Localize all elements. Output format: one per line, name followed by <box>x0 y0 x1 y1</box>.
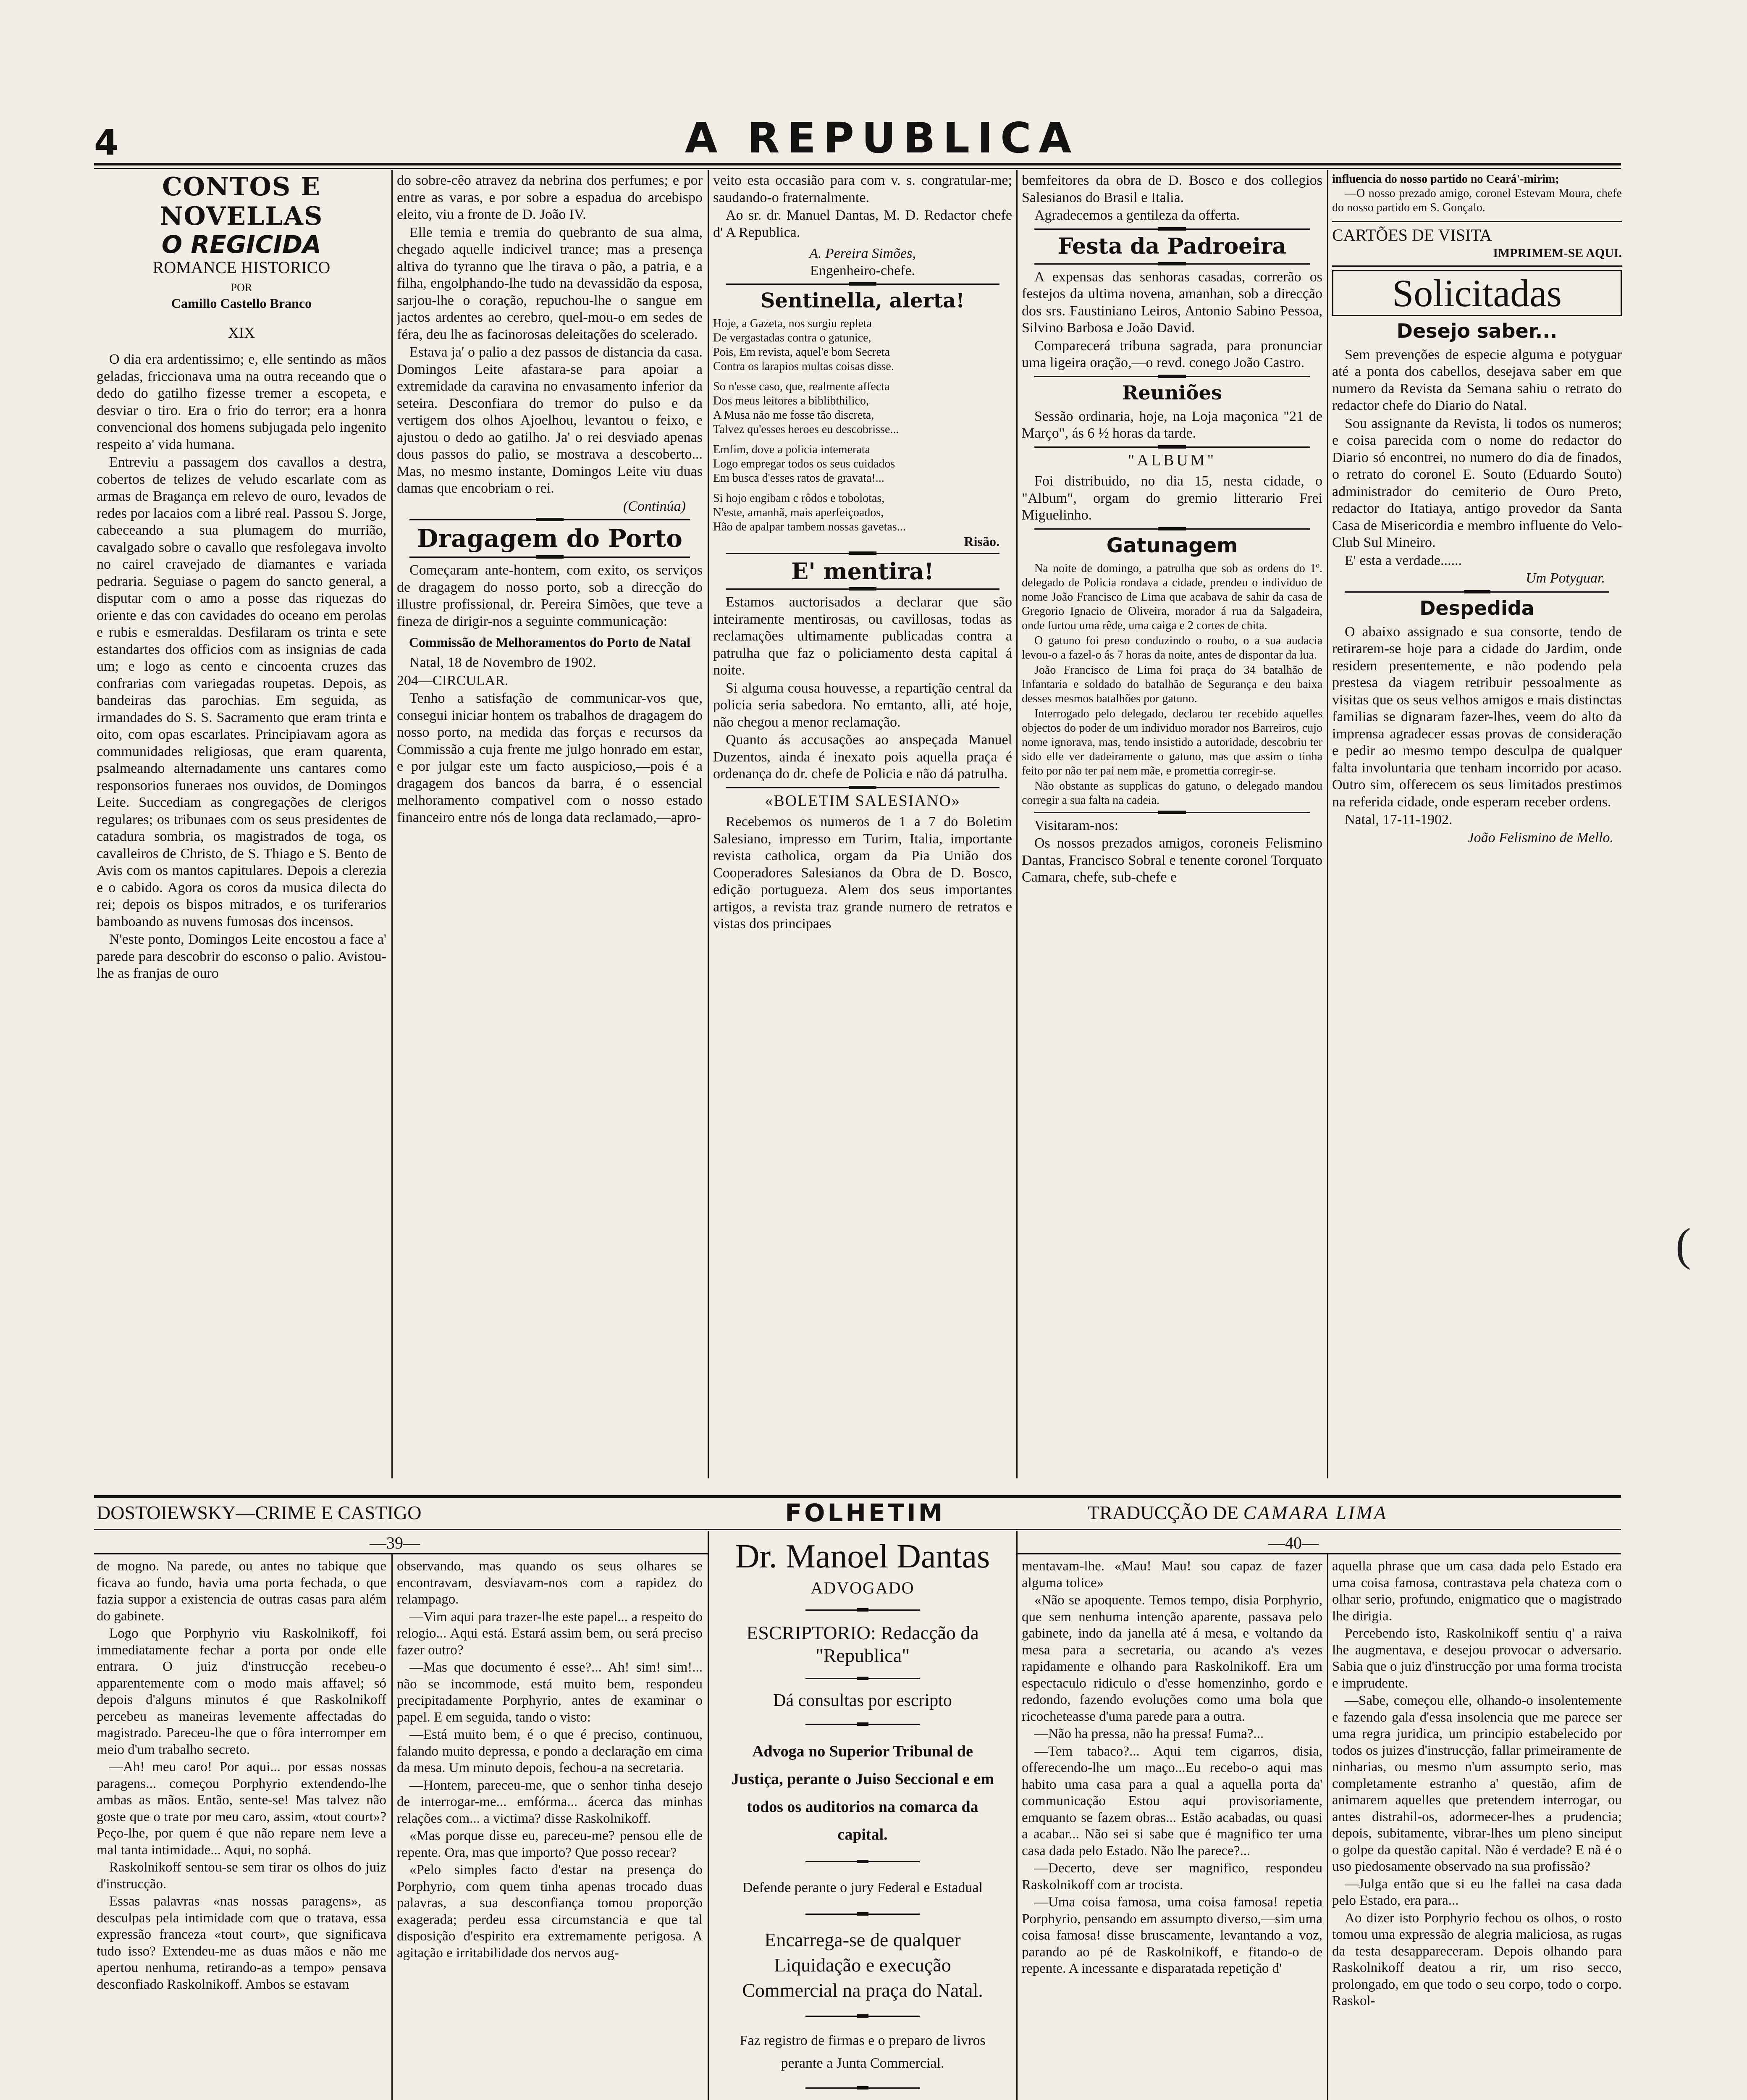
paragraph: O gatuno foi preso conduzindo o roubo, o a sua audacia levou-o a fazel-o ás 7 horas da noite, antes de dispontar da lua. <box>1022 634 1322 662</box>
chapter-number: XIX <box>228 324 255 341</box>
section-heading: E' mentira! <box>791 558 934 585</box>
col-divider <box>391 1554 393 2100</box>
column-1 <box>97 172 386 1478</box>
divider <box>805 2087 920 2089</box>
paragraph: A expensas das senhoras casadas, correrão os festejos da ultima novena, amanhan, sob a direcção dos srs. Faustiniano Leiros, Antonio Sabino Pessoa, Silvino Barbosa e João David. <box>1022 269 1322 336</box>
folhetim-rule-top <box>94 1495 1621 1498</box>
signature: João Felismino de Mello. <box>1467 830 1613 845</box>
divider <box>1034 228 1310 230</box>
advert-registro: Faz registro de firmas e o preparo de livros perante a Junta Commercial. <box>740 2033 986 2071</box>
advert-role: ADVOGADO <box>811 1578 915 1597</box>
advert-office: ESCRIPTORIO: Redacção da "Republica" <box>746 1622 979 1666</box>
advert-advoga: Advoga no Superior Tribunal de Justiça, perante o Juiso Seccional e em todos os auditorios na comarca da capital. <box>731 1743 994 1843</box>
divider <box>805 1861 920 1862</box>
masthead-title: A REPUBLICA <box>685 113 1079 163</box>
paragraph: influencia do nosso partido no Ceará'-mirim; <box>1332 173 1559 186</box>
masthead-rule <box>94 163 1621 165</box>
paragraph: «Mas porque disse eu, pareceu-me? pensou elle de repente. Ora, mas que importo? Que posso recear? <box>397 1828 703 1860</box>
paragraph: «Não se apoquente. Temos tempo, disia Porphyrio, que sem nenhuma intenção aparente, passava pelo gabinete, indo da janella até á mesa, e voltando da mesa para a secretaria, ou acando a's vezes rapidamente e olhando para Raskolnikoff. Era um espectaculo ridiculo o d'esse homenzinho, gordo e redondo, fazendo evoluções como uma bola que ricocheteasse d'uma parede para a outra. <box>1022 1593 1322 1724</box>
folhetim-column-1 <box>97 1558 386 2100</box>
paragraph: —Hontem, pareceu-me, que o senhor tinha desejo de interrogar-me... emfórma... ácerca das minhas relações com... a victima? disse Raskolnikoff. <box>397 1777 703 1826</box>
verse-signature: Risão. <box>964 534 999 549</box>
folhetim-column-4 <box>1022 1558 1322 2100</box>
folhetim-page-number: —40— <box>1268 1533 1319 1552</box>
advert-liquidacao: Encarrega-se de qualquer Liquidação e execução Commercial na praça do Natal. <box>742 1929 983 2001</box>
divider <box>1034 263 1310 265</box>
folhetim-left <box>97 1500 422 1525</box>
paragraph: Sou assignante da Revista, li todos os numeros; e coisa parecida com o nome do redactor do Diario só encontrei, no numero do dia de finados, o retrato do coronel E. Souto (Eduardo Souto) administrador do cemiterio de Ouro Preto, redactor do Itatiaya, antigo provedor da Santa Casa de Misericordia e membro influente do Velo-Club Sul Mineiro. <box>1332 415 1622 550</box>
divider <box>94 1553 708 1554</box>
divider <box>409 519 690 520</box>
divider <box>805 1609 920 1611</box>
paragraph: —Uma coisa famosa, uma coisa famosa! repetia Porphyrio, pensando em assumpto diverso,—sim uma coisa famosa! disse bruscamente, levantando a voz, parando ao pé de Raskolnikoff, e fitando-o de repente. A incessante e disparatada repetição d' <box>1022 1895 1322 1976</box>
verse-line: Logo empregar todos os seus cuidados <box>713 457 895 470</box>
verse-line: Emfim, dove a policia intemerata <box>713 443 870 456</box>
signature-name: A. Pereira Simões, <box>809 246 916 261</box>
paragraph: —Tem tabaco?... Aqui tem cigarros, disia, offerecendo-lhe um maço...Eu recebo-o aqui mas habito uma casa para a qual a aquella porta da' communicação Estou aqui provisoriamente, emquanto se fazem obras... Estão acabadas, ou quasi a acabar... Não sei si sabe que é magnifico ter uma casa dada pelo Estado. Não lhe parece?... <box>1022 1743 1322 1858</box>
dateline: Natal, 18 de Novembro de 1902. <box>409 655 596 670</box>
verse-line: Dos meus leitores a biblibthilico, <box>713 394 869 407</box>
divider <box>805 2016 920 2017</box>
circular-label: 204—CIRCULAR. <box>397 672 509 688</box>
paragraph: Raskolnikoff sentou-se sem tirar os olhos do juiz d'instrucção. <box>97 1860 386 1892</box>
paragraph: —Mas que documento é esse?... Ah! sim! sim!... não se incommode, está muito bem, respondeu precipitadamente Porphyrio, antes de examinar o papel. E em seguida, tando o visto: <box>397 1660 703 1725</box>
sub-heading: Commissão de Melhoramentos do Porto de Natal <box>409 635 691 650</box>
paragraph: Sessão ordinaria, hoje, na Loja maçonica "21 de Março", ás 6 ½ horas da tarde. <box>1022 408 1322 441</box>
paragraph: —Decerto, deve ser magnifico, respondeu Raskolnikoff com ar trocista. <box>1022 1861 1322 1893</box>
paragraph: João Francisco de Lima foi praça do 34 batalhão de Infantaria e soldado do batalhão de Segurança e deu baixa desses mesmos batalhões por gatuno. <box>1022 663 1322 705</box>
section-heading: "ALBUM" <box>1128 451 1217 469</box>
author-name: Camillo Castello Branco <box>171 296 312 311</box>
signature: Um Potyguar. <box>1526 570 1605 586</box>
advert-column <box>713 1533 1012 2100</box>
verse-line: A Musa não me fosse tão discreta, <box>713 409 874 422</box>
paragraph: Ao sr. dr. Manuel Dantas, M. D. Redactor chefe d' A Republica. <box>713 207 1012 240</box>
genre-label: ROMANCE HISTORICO <box>152 258 331 277</box>
col-divider <box>708 170 709 1478</box>
advert-name: Dr. Manoel Dantas <box>735 1538 990 1575</box>
byline-label: POR <box>231 281 252 294</box>
divider <box>726 284 999 285</box>
divider <box>1034 446 1310 448</box>
col-divider <box>1327 1554 1328 2100</box>
divider <box>805 1914 920 1915</box>
paragraph: Percebendo isto, Raskolnikoff sentiu q' a raiva lhe augmentava, e desejou provocar o adversario. Sabia que o juiz d'instrucção por uma forma trocista e imprudente. <box>1332 1626 1622 1691</box>
paragraph: do sobre-cêo atravez da nebrina dos perfumes; e por entre as varas, e por sobre a espadua do arcebispo eleito, viu a fronte de D. João IV. <box>397 173 703 222</box>
paragraph: aquella phrase que um casa dada pelo Estado era uma coisa famosa, contrastava pela chateza com o olhar serio, profundo, enigmatico que o magistrado lhe dirigia. <box>1332 1559 1622 1624</box>
col-divider <box>1016 170 1018 1478</box>
paragraph: Foi distribuido, no dia 15, nesta cidade, o "Album", orgam do gremio litterario Frei Miguelinho. <box>1022 473 1322 523</box>
col-divider <box>1327 170 1328 1478</box>
verse-line: Pois, Em revista, aquel'e bom Secreta <box>713 346 890 359</box>
paragraph: Comparecerá tribuna sagrada, para pronunciar uma ligeira oração,—o revd. conego João Castro. <box>1022 338 1322 370</box>
translator-label: TRADUCÇÃO DE <box>1088 1502 1239 1523</box>
col-divider <box>1016 1531 1018 2100</box>
verse-line: Hão de apalpar tambem nossas gavetas... <box>713 520 906 533</box>
paragraph: Si alguma cousa houvesse, a repartição central da policia seria sabedora. No emtanto, alli, até hoje, não chegou a menor reclamação. <box>713 680 1012 730</box>
section-heading: Dragagem do Porto <box>417 524 682 553</box>
section-heading: «BOLETIM SALESIANO» <box>765 792 960 810</box>
divider <box>726 588 999 590</box>
advert-defende: Defende perante o jury Federal e Estadual <box>742 1880 983 1895</box>
signature-role: Engenheiro-chefe. <box>810 262 915 278</box>
paragraph: Elle temia e tremia do quebranto de sua alma, chegado aquelle indicivel trance; mas a presença altiva do tyranno que lhe tirava o pão, a patria, e a filha, engolphando-lhe tudo na devassidão da esposa, sarjou-lhe o coração, repuchou-lhe o sangue em jactos ardentes ao cerebro, quel-mou-o em sedes de féra, deu lhe as facinorosas deleitações do scelerado. <box>397 224 703 342</box>
verse-line: Em busca d'esses ratos de gravata!... <box>713 472 884 485</box>
column-3 <box>713 172 1012 1478</box>
folhetim-column-2 <box>397 1558 703 2100</box>
folhetim-right <box>1088 1500 1388 1525</box>
folhetim-center: FOLHETIM <box>785 1499 945 1527</box>
section-heading: Despedida <box>1419 596 1535 620</box>
serial-title: O REGICIDA <box>161 230 322 259</box>
paragraph: Estamos auctorisados a declarar que são inteiramente mentirosas, ou cavillosas, todas as reclamações ultimamente publicadas contra a patrulha que faz o policiamento desta capital á noite. <box>713 594 1012 678</box>
ad-title: CARTÕES DE VISITA <box>1332 226 1492 244</box>
paragraph: Começaram ante-hontem, com exito, os serviços de dragagem do nosso porto, sob a direcção do illustre profissional, dr. Pereira Simões, que teve a fineza de dirigir-nos a seguinte communicação: <box>397 562 703 629</box>
divider <box>1345 591 1609 593</box>
divider <box>1034 376 1310 377</box>
divider <box>409 556 690 558</box>
paragraph: Ao dizer isto Porphyrio fechou os olhos, o rosto tomou uma expressão de alegria maliciosa, as rugas da testa desappareceram. Depois olhando para Raskolnikoff deatou a rir, um riso secco, prolongado, em que todo o seu corpo, todo o corpo. Raskol- <box>1332 1910 1622 2008</box>
paragraph: Agradecemos a gentileza da offerta. <box>1034 207 1240 223</box>
page-number: 4 <box>94 122 119 163</box>
divider <box>726 553 999 554</box>
paragraph: Quanto ás accusações ao anspeçada Manuel Duzentos, ainda é inexato pois aquella praça é ordenança do dr. chefe de Policia e não dá patrulha. <box>713 732 1012 782</box>
paragraph: —O nosso prezado amigo, coronel Estevam Moura, chefe do nosso partido em S. Gonçalo. <box>1332 187 1622 214</box>
paragraph: E' esta a verdade...... <box>1345 552 1462 568</box>
verse-line: Contra os larapios multas coisas disse. <box>713 360 894 373</box>
dateline: Natal, 17-11-1902. <box>1345 812 1453 827</box>
paragraph: O abaixo assignado e sua consorte, tendo de retirarem-se hoje para a cidade do Jardim, onde residem presentemente, e não podendo pela prestesa da viagem retribuir pessoalmente as visitas que os seus velhos amigos e mais distinctas familias se dignaram fazer-lhes, veem do alto da imprensa agradecer essas provas de consideração e pedir ao mesmo tempo desculpa de qualquer falta involuntaria que tenham incorrido por acaso. Outro sim, offerecem os seus limitados prestimos na referida cidade, onde esperam receber ordens. <box>1332 624 1622 810</box>
paragraph: veito esta occasião para com v. s. congratular-me; saudando-o fraternalmente. <box>713 173 1012 205</box>
paragraph: Estava ja' o palio a dez passos de distancia da casa. Domingos Leite afastara-se para apoiar a extremidade da caravina no envasamento inferior da seteira. Desconfiara do tremor do pulso e da vertigem dos olhos Ajoelhou, levantou o feixo, e ajustou o dedo ao gatilho. Ja' o rei desviado apenas dous passos do palio, se mostrava a descoberto... Mas, no mesmo instante, Domingos Leite viu duas damas que encobriam o rei. <box>397 344 703 496</box>
continua-label: (Continúa) <box>623 498 686 514</box>
paragraph: —Não ha pressa, não ha pressa! Fuma?... <box>1034 1726 1264 1741</box>
masthead-rule-thin <box>94 168 1621 169</box>
verse-line: Talvez qu'esses heroes eu descobrisse... <box>713 423 899 436</box>
paragraph: —Ah! meu caro! Por aqui... por essas nossas paragens... começou Porphyrio extendendo-lhe ambas as mãos. Então, sente-se! Mas talvez não goste que o trate por meu caro, assim, «tout court»? Peço-lhe, por quem é que não repare nem leve a mal tanta intimidade... Aqui, no sophá. <box>97 1759 386 1858</box>
divider <box>1332 265 1622 267</box>
divider <box>726 787 999 788</box>
col-divider <box>708 1531 709 2100</box>
col-divider <box>391 170 393 1478</box>
paragraph: observando, mas quando os seus olhares se encontravam, desviavam-nos com a rapidez do relampago. <box>397 1559 703 1607</box>
column-2 <box>397 172 703 1478</box>
section-heading: CONTOS E NOVELLAS <box>160 172 323 231</box>
paragraph: Logo que Porphyrio viu Raskolnikoff, foi immediatamente fechar a porta por onde elle entrara. O juiz d'instrucção recebeu-o apparentemente com o modo mais affavel; só depois d'alguns minutos é que Raskolnikoff percebeu as maneiras levemente affectadas do magistrado. Pareceu-lhe que o fôra interromper em meio d'um trabalho secreto. <box>97 1626 386 1757</box>
divider <box>1332 221 1622 222</box>
column-4 <box>1022 172 1322 1478</box>
folhetim-rule-bottom <box>94 1529 1621 1530</box>
paragraph: Na noite de domingo, a patrulha que sob as ordens do 1º. delegado de Policia rondava a cidade, prendeu o individuo de nome João Francisco de Lima que acabava de sahir da casa de Gregorio Ignacio de Oliveira, morador á rua da Salgadeira, onde furtou uma rêde, uma caiga e 2 cortes de chita. <box>1022 562 1322 632</box>
paragraph: —Sabe, começou elle, olhando-o insolentemente e fazendo gala d'essa insolencia que me parece ser uma regra juridica, um principio estabelecido por todos os juizes d'instrucção, fallar primeiramente de ninharias, ou mesmo n'um assumpto serio, mas completamente estranho a' questão, afim de animarem aquelles que pretendem interrogar, ou antes distrahil-os, adormecer-lhes a prudencia; depois, subitamente, vibrar-lhes um pleno sinciput o golpe da questão capital. Não é verdade? E nã é o uso piedosamente observado na sua profissão? <box>1332 1693 1622 1874</box>
verse-line: De vergastadas contra o gatunice, <box>713 331 871 344</box>
paragraph: Recebemos os numeros de 1 a 7 do Boletim Salesiano, impresso em Turim, Italia, importante revista catholica, orgam da Pia União dos Cooperadores Salesianos da Obra de D. Bosco, edição portugueza. Alem dos seus importantes artigos, a revista traz grande numero de retratos e vistas dos principaes <box>713 814 1012 932</box>
section-heading: Sentinella, alerta! <box>760 289 965 312</box>
section-heading: Reuniões <box>1122 381 1222 404</box>
folhetim-page-number: —39— <box>370 1533 420 1552</box>
translator-name: CAMARA LIMA <box>1243 1502 1388 1523</box>
folhetim-column-5 <box>1332 1558 1622 2100</box>
paragraph: bemfeitores da obra de D. Bosco e dos collegios Salesianos do Brasil e Italia. <box>1022 173 1322 205</box>
section-heading: Solicitadas <box>1332 270 1622 316</box>
paragraph: «Pelo simples facto d'estar na presença do Porphyrio, com quem tinha apenas trocado duas palavras, a sua desconfiança tomou proporção exagerada; perdeu essa circumstancia e que tal disposição d'espirito era extremamente perigosa. A agitação e irritabilidade dos nervos aug- <box>397 1862 703 1961</box>
margin-mark: ( <box>1676 1219 1691 1270</box>
advert-consult: Dá consultas por escripto <box>773 1691 952 1710</box>
paragraph: —Está muito bem, é o que é preciso, continuou, falando muito depressa, e pondo a declaração em cima da mesa. Um minuto depois, fechou-a na secretaria. <box>397 1727 703 1775</box>
folhetim-author-title: DOSTOIEWSKY—CRIME E CASTIGO <box>97 1502 422 1523</box>
paragraph: Interrogado pelo delegado, declarou ter recebido aquelles objectos do poder de um individuo morador nos Barreiros, cujo nome ignorava, mas, tendo insistido a autoridade, descobriu ter sido elle ver dadeiramente o gatuno, mas que assim o tinha feito por não ter pai nem mãe, e promettia corregir-se. <box>1022 707 1322 777</box>
paragraph: Essas palavras «nas nossas paragens», as desculpas pela intimidade com que o tratava, essa expressão franceza «tout court», que significava tudo isso? Extendeu-me as duas mãos e não me apertou nenhuma, retirando-as a tempo» pensava desconfiado Raskolnikoff. Ambos se estavam <box>97 1894 386 1992</box>
divider <box>1034 528 1310 530</box>
section-heading: Festa da Padroeira <box>1057 233 1287 259</box>
sub-heading: Desejo saber... <box>1396 319 1558 342</box>
paragraph: O dia era ardentissimo; e, elle sentindo as mãos geladas, friccionava uma na outra receando que o dedo do gatilho fizesse tremer a escopeta, e desviar o tiro. Era o frio do terror; era a honra convencional dos homens subjugada pelo ingenito respeito a' vida humana. <box>97 352 386 452</box>
sub-heading: Visitaram-nos: <box>1034 817 1119 833</box>
paragraph: —Vim aqui para trazer-lhe este papel... a respeito do relogio... Aqui está. Estará assim bem, ou será preciso fazer outro? <box>397 1609 703 1658</box>
paragraph: Não obstante as supplicas do gatuno, o delegado mandou corregir a sua falta na cadeia. <box>1022 779 1322 807</box>
section-heading: Gatunagem <box>1106 533 1238 557</box>
verse-line: So n'esse caso, que, realmente affecta <box>713 380 890 393</box>
paragraph: de mogno. Na parede, ou antes no tabique que ficava ao fundo, havia uma porta fechada, o que fazia suppor a existencia de outras casas para além do gabinete. <box>97 1559 386 1624</box>
divider <box>805 1678 920 1679</box>
paragraph: Entreviu a passagem dos cavallos a destra, cobertos de telizes de veludo escarlate com as armas de Bragança em relevo de ouro, levados de redes por lacaios com a libré real. Passou S. Jorge, cabeceando a sua plumagem do murrião, cavalgado sobre o cavallo que resfolegava involto no cairel cravejado de diamantes e variada pedraria. Seguiase o pagem do sancto general, a disputar com o amo a posse das riquezas do oriente e das con cavidades do oceano em perolas e rubis e esmeraldas. Desfilaram os trinta e sete estandartes dos officios com as insignias de cada um; e logo as cento e cincoenta cruzes das confrarias com variegadas roupetas. Depois, as bandeiras das parochias. Em seguida, as irmandades do S. S. Sacramento que eram trinta e oito, com opas escarlates. Principiavam agora as communidades religiosas, que eram quarenta, psalmeando alternadamente uns cantares como responsorios funeraes nos ouvidos, de Domingos Leite. Succediam as congregações de clerigos regulares; os tribunaes com os seus presidentes de catadura sombria, os magistrados de toga, os cavalleiros de Christo, de S. Thiago e S. Bento de Avis com os mantos capitulares. Depois a clerezia e o cabido. Agora os coros da musica dilecta do rei; depois os bispos mitrados, e os turiferarios bamboando as nuvens fumosas dos incensos. <box>97 454 386 929</box>
paragraph: Os nossos prezados amigos, coroneis Felismino Dantas, Francisco Sobral e tenente coronel Torquato Camara, chefe, sub-chefe e <box>1022 835 1322 885</box>
paragraph: Sem prevenções de especie alguma e potyguar até a ponta dos cabellos, desejava saber em que numero da Revista da Semana sahiu o retrato do redactor chefe do Diario do Natal. <box>1332 346 1622 413</box>
verse-line: N'este, amanhã, mais aperfeiçoados, <box>713 506 884 519</box>
ad-subtitle: IMPRIMEM-SE AQUI. <box>1493 246 1622 260</box>
paragraph: —Julga então que si eu lhe fallei na casa dada pelo Estado, era para... <box>1332 1876 1622 1908</box>
verse-line: Si hojo engibam c rôdos e tobolotas, <box>713 492 885 505</box>
paragraph: mentavam-lhe. «Mau! Mau! sou capaz de fazer alguma tolice» <box>1022 1559 1322 1591</box>
divider <box>1016 1553 1621 1554</box>
verse-line: Hoje, a Gazeta, nos surgiu repleta <box>713 317 872 330</box>
paragraph: N'este ponto, Domingos Leite encostou a face a' parede para descobrir do esconso o palio. Avistou-lhe as franjas de ouro <box>97 932 386 981</box>
column-5 <box>1332 172 1622 1478</box>
divider <box>1034 812 1310 813</box>
paragraph: Tenho a satisfação de communicar-vos que, consegui iniciar hontem os trabalhos de dragagem do nosso porto, na medida das forças e recursos da Commissão a cuja frente me julgo honrado em estar, e por julgar este um facto auspicioso,—pois é a dragagem dos bancos da barra, é o essencial melhoramento compativel com o nosso estado financeiro entre nós de longa data reclamado,—apro- <box>397 690 703 825</box>
divider <box>805 1724 920 1725</box>
